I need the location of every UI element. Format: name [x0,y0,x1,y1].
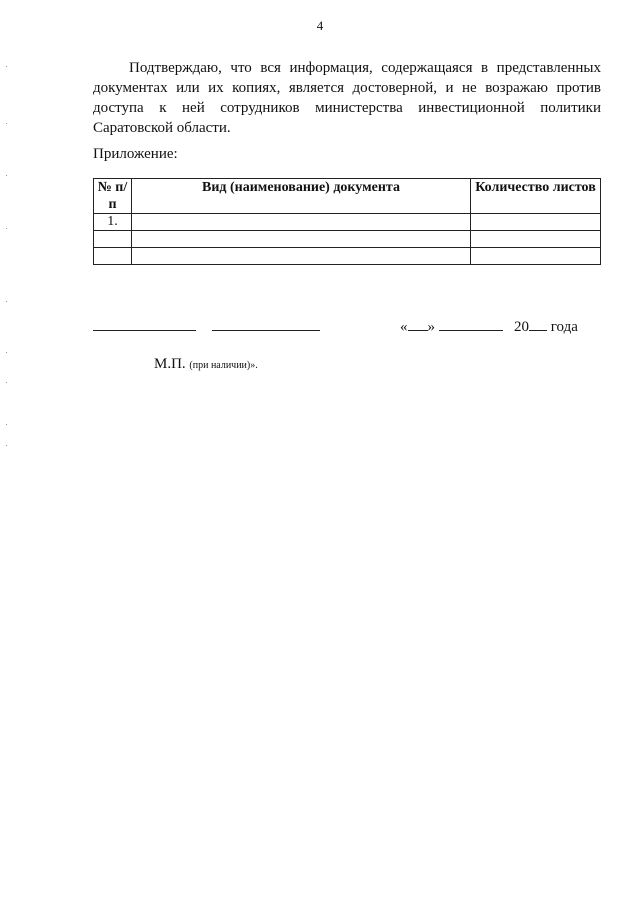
year-prefix: 20 [514,319,529,335]
row-number [94,248,132,265]
table-row [94,248,601,265]
name-line [212,330,320,331]
row-number [94,231,132,248]
quote-close: » [427,319,435,335]
margin-mark [6,424,7,425]
margin-mark [6,66,7,67]
table-header-row [94,179,601,214]
year-suffix: года [550,319,578,335]
margin-mark [6,301,7,302]
header-number: № п/п [94,179,132,214]
header-sheet-count: Количество листов [471,179,601,214]
margin-mark [6,123,7,124]
row-document-name [132,231,471,248]
signature-line [93,330,196,331]
stamp-label: М.П. [154,356,186,372]
margin-mark [6,445,7,446]
date-line [400,317,578,336]
day-blank [408,317,428,331]
margin-mark [6,228,7,229]
row-document-name [132,214,471,231]
margin-mark [6,175,7,176]
row-sheet-count [471,231,601,248]
row-sheet-count [471,214,601,231]
documents-table [93,178,601,265]
row-document-name [132,248,471,265]
attachment-label: Приложение: [93,146,178,162]
stamp-note [154,356,258,373]
margin-mark [6,382,7,383]
page-number: 4 [316,18,324,33]
month-blank [439,317,503,331]
confirmation-paragraph: Подтверждаю, что вся информация, содержащаяся в представленных документах или их копиях, является достоверной, и не возражаю против доступа к ней сотрудников министерства инвестиционной политики Саратовской области. [93,60,601,136]
quote-open: « [400,319,408,335]
table-row [94,231,601,248]
table-row [94,214,601,231]
row-sheet-count [471,248,601,265]
year-blank [529,317,547,331]
stamp-note-text: (при наличии)». [189,360,258,371]
header-document-name: Вид (наименование) документа [132,179,471,214]
margin-mark [6,352,7,353]
row-number: 1. [94,214,132,231]
